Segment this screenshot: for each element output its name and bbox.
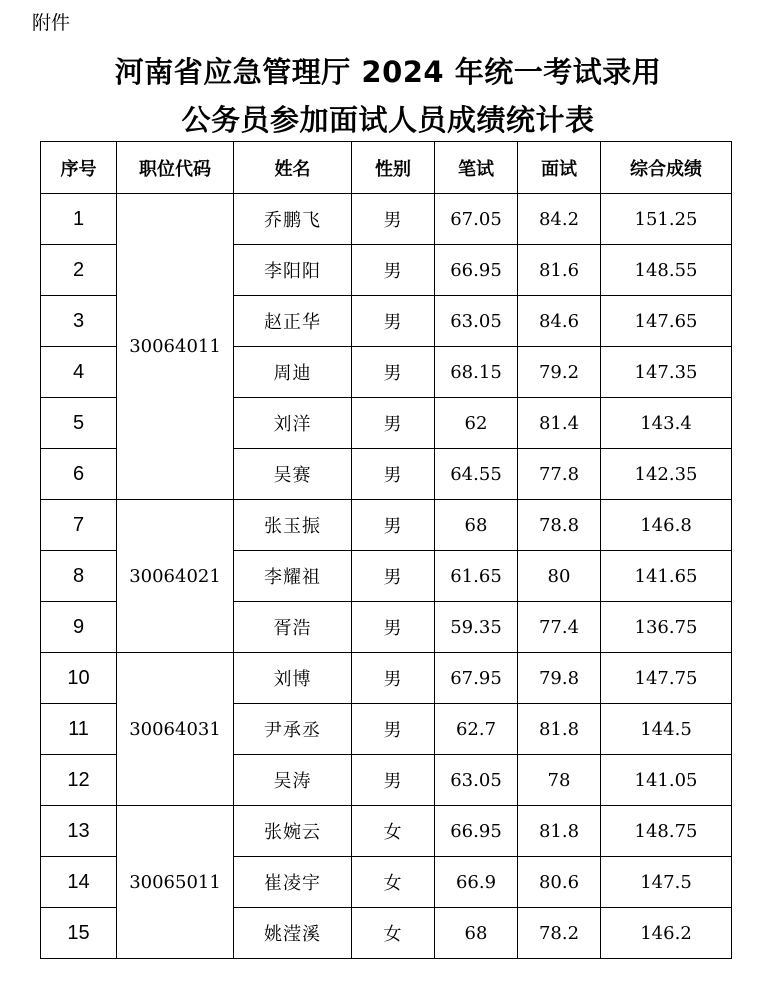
cell-gender: 男 bbox=[352, 449, 435, 500]
cell-interview: 81.8 bbox=[518, 806, 601, 857]
cell-interview: 80.6 bbox=[518, 857, 601, 908]
cell-gender: 男 bbox=[352, 551, 435, 602]
cell-total: 144.5 bbox=[601, 704, 732, 755]
column-header-gender: 性别 bbox=[352, 142, 435, 194]
cell-seq: 13 bbox=[41, 806, 117, 857]
cell-gender: 女 bbox=[352, 857, 435, 908]
cell-position-code: 30064011 bbox=[117, 194, 234, 500]
cell-gender: 男 bbox=[352, 653, 435, 704]
cell-gender: 男 bbox=[352, 500, 435, 551]
cell-name: 赵正华 bbox=[234, 296, 352, 347]
cell-total: 147.35 bbox=[601, 347, 732, 398]
cell-name: 尹承丞 bbox=[234, 704, 352, 755]
cell-name: 李阳阳 bbox=[234, 245, 352, 296]
cell-interview: 77.8 bbox=[518, 449, 601, 500]
cell-interview: 81.4 bbox=[518, 398, 601, 449]
cell-written: 66.9 bbox=[435, 857, 518, 908]
cell-total: 136.75 bbox=[601, 602, 732, 653]
cell-seq: 6 bbox=[41, 449, 117, 500]
cell-seq: 15 bbox=[41, 908, 117, 959]
cell-total: 147.5 bbox=[601, 857, 732, 908]
cell-gender: 男 bbox=[352, 704, 435, 755]
cell-seq: 3 bbox=[41, 296, 117, 347]
cell-position-code: 30064031 bbox=[117, 653, 234, 806]
cell-seq: 10 bbox=[41, 653, 117, 704]
table-header-row bbox=[41, 142, 732, 194]
cell-interview: 81.8 bbox=[518, 704, 601, 755]
cell-interview: 77.4 bbox=[518, 602, 601, 653]
cell-written: 62 bbox=[435, 398, 518, 449]
cell-position-code: 30065011 bbox=[117, 806, 234, 959]
cell-seq: 12 bbox=[41, 755, 117, 806]
cell-name: 乔鹏飞 bbox=[234, 194, 352, 245]
cell-name: 姚滢溪 bbox=[234, 908, 352, 959]
cell-gender: 男 bbox=[352, 755, 435, 806]
cell-written: 62.7 bbox=[435, 704, 518, 755]
table-row bbox=[41, 194, 732, 245]
cell-gender: 男 bbox=[352, 602, 435, 653]
cell-gender: 男 bbox=[352, 296, 435, 347]
cell-seq: 11 bbox=[41, 704, 117, 755]
cell-total: 147.65 bbox=[601, 296, 732, 347]
cell-written: 63.05 bbox=[435, 755, 518, 806]
cell-seq: 2 bbox=[41, 245, 117, 296]
cell-written: 68 bbox=[435, 908, 518, 959]
cell-written: 59.35 bbox=[435, 602, 518, 653]
column-header-name: 姓名 bbox=[234, 142, 352, 194]
page-title-line-1: 河南省应急管理厅 2024 年统一考试录用 bbox=[114, 55, 662, 89]
cell-gender: 男 bbox=[352, 245, 435, 296]
cell-interview: 78.8 bbox=[518, 500, 601, 551]
column-header-interview: 面试 bbox=[518, 142, 601, 194]
cell-interview: 79.8 bbox=[518, 653, 601, 704]
cell-name: 刘洋 bbox=[234, 398, 352, 449]
cell-gender: 女 bbox=[352, 908, 435, 959]
cell-name: 胥浩 bbox=[234, 602, 352, 653]
column-header-total: 综合成绩 bbox=[601, 142, 732, 194]
column-header-position-code: 职位代码 bbox=[117, 142, 234, 194]
cell-total: 148.75 bbox=[601, 806, 732, 857]
cell-interview: 78 bbox=[518, 755, 601, 806]
cell-interview: 81.6 bbox=[518, 245, 601, 296]
cell-seq: 5 bbox=[41, 398, 117, 449]
cell-gender: 男 bbox=[352, 398, 435, 449]
column-header-written: 笔试 bbox=[435, 142, 518, 194]
cell-name: 崔凌宇 bbox=[234, 857, 352, 908]
cell-written: 64.55 bbox=[435, 449, 518, 500]
cell-gender: 男 bbox=[352, 194, 435, 245]
cell-seq: 7 bbox=[41, 500, 117, 551]
cell-name: 周迪 bbox=[234, 347, 352, 398]
column-header-seq: 序号 bbox=[41, 142, 117, 194]
cell-total: 143.4 bbox=[601, 398, 732, 449]
cell-name: 刘博 bbox=[234, 653, 352, 704]
cell-gender: 女 bbox=[352, 806, 435, 857]
cell-gender: 男 bbox=[352, 347, 435, 398]
cell-seq: 4 bbox=[41, 347, 117, 398]
table-row bbox=[41, 653, 732, 704]
cell-total: 142.35 bbox=[601, 449, 732, 500]
cell-interview: 79.2 bbox=[518, 347, 601, 398]
cell-written: 66.95 bbox=[435, 245, 518, 296]
cell-written: 68.15 bbox=[435, 347, 518, 398]
attachment-label: 附件 bbox=[32, 12, 71, 34]
cell-written: 68 bbox=[435, 500, 518, 551]
cell-total: 147.75 bbox=[601, 653, 732, 704]
cell-name: 张婉云 bbox=[234, 806, 352, 857]
cell-interview: 84.6 bbox=[518, 296, 601, 347]
cell-total: 146.2 bbox=[601, 908, 732, 959]
cell-name: 吴赛 bbox=[234, 449, 352, 500]
cell-interview: 84.2 bbox=[518, 194, 601, 245]
cell-seq: 9 bbox=[41, 602, 117, 653]
table-row bbox=[41, 500, 732, 551]
cell-written: 67.05 bbox=[435, 194, 518, 245]
cell-interview: 80 bbox=[518, 551, 601, 602]
cell-written: 66.95 bbox=[435, 806, 518, 857]
cell-written: 67.95 bbox=[435, 653, 518, 704]
cell-name: 吴涛 bbox=[234, 755, 352, 806]
cell-interview: 78.2 bbox=[518, 908, 601, 959]
cell-name: 李耀祖 bbox=[234, 551, 352, 602]
cell-written: 61.65 bbox=[435, 551, 518, 602]
cell-total: 146.8 bbox=[601, 500, 732, 551]
cell-seq: 1 bbox=[41, 194, 117, 245]
cell-total: 141.05 bbox=[601, 755, 732, 806]
cell-name: 张玉振 bbox=[234, 500, 352, 551]
score-table bbox=[40, 141, 732, 959]
cell-position-code: 30064021 bbox=[117, 500, 234, 653]
cell-total: 151.25 bbox=[601, 194, 732, 245]
cell-seq: 8 bbox=[41, 551, 117, 602]
cell-seq: 14 bbox=[41, 857, 117, 908]
cell-written: 63.05 bbox=[435, 296, 518, 347]
page-title-line-2: 公务员参加面试人员成绩统计表 bbox=[181, 103, 595, 137]
table-row bbox=[41, 806, 732, 857]
cell-total: 148.55 bbox=[601, 245, 732, 296]
cell-total: 141.65 bbox=[601, 551, 732, 602]
